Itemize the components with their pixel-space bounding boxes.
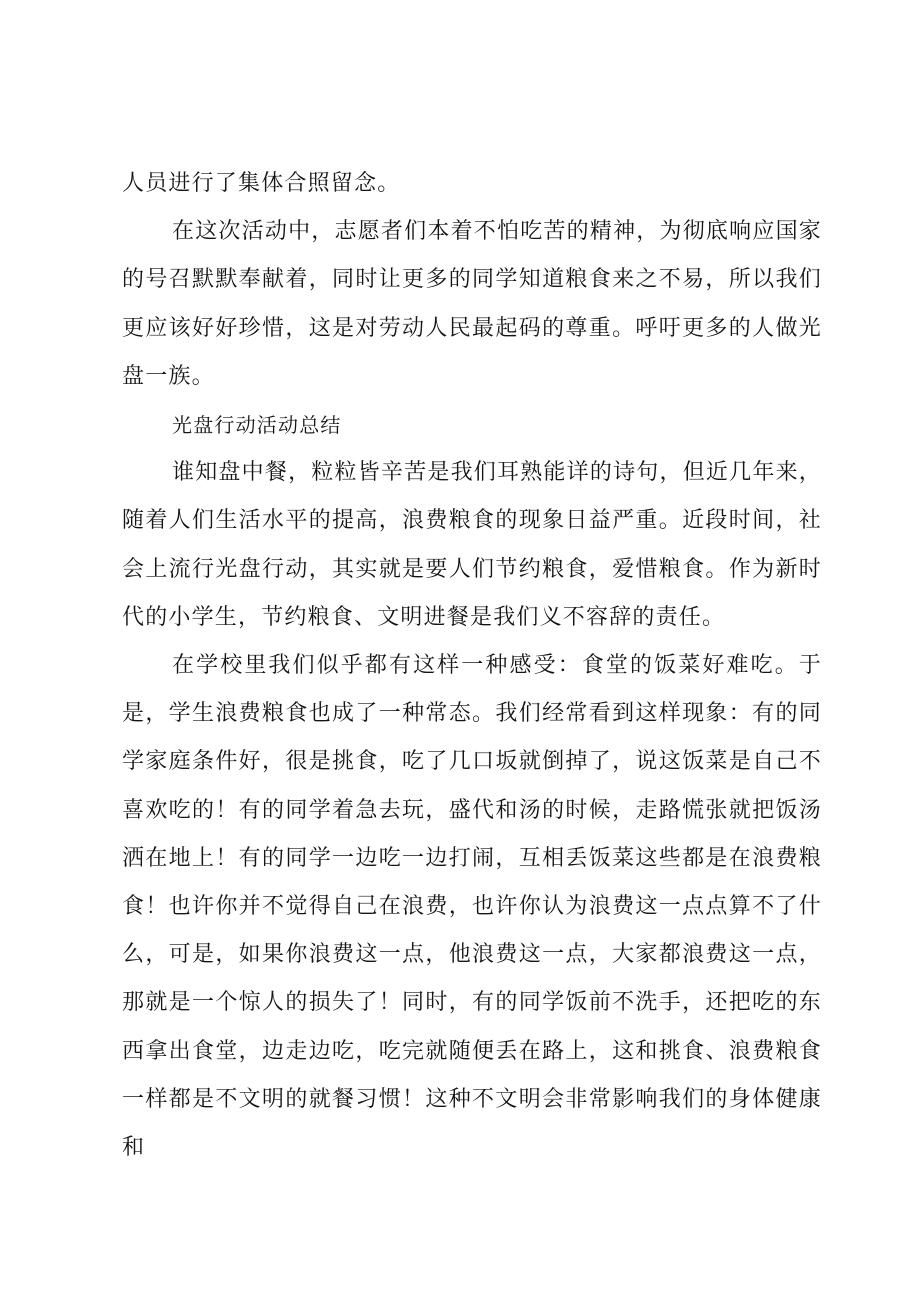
paragraph-continuation: 人员进行了集体合照留念。 <box>122 171 401 196</box>
document-body <box>122 160 822 1172</box>
paragraph-intro: 谁知盘中餐，粒粒皆辛苦是我们耳熟能详的诗句，但近几年来，随着人们生活水平的提高，浪费粮食的现象日益严重。近段时间，社会上流行光盘行动，其实就是要人们节约粮食，爱惜粮食。作为新时代的小学生，节约粮食、文明进餐是我们义不容辞的责任。 <box>122 460 822 630</box>
paragraph-volunteers: 在这次活动中，志愿者们本着不怕吃苦的精神，为彻底响应国家的号召默默奉献着，同时让更多的同学知道粮食来之不易，所以我们更应该好好珍惜，这是对劳动人民最起码的尊重。呼吁更多的人做光盘一族。 <box>122 219 822 389</box>
paragraph-school: 在学校里我们似乎都有这样一种感受：食堂的饭菜好难吃。于是，学生浪费粮食也成了一种常态。我们经常看到这样现象：有的同学家庭条件好，很是挑食，吃了几口坂就倒掉了，说这饭菜是自己不喜欢吃的！有的同学着急去玩，盛代和汤的时候，走路慌张就把饭汤洒在地上！有的同学一边吃一边打闹，互相丢饭菜这些都是在浪费粮食！也许你并不觉得自己在浪费，也许你认为浪费这一点点算不了什么，可是，如果你浪费这一点，他浪费这一点，大家都浪费这一点，那就是一个惊人的损失了！同时，有的同学饭前不洗手，还把吃的东西拿出食堂，边走边吃，吃完就随便丢在路上，这和挑食、浪费粮食一样都是不文明的就餐习惯！这种不文明会非常影响我们的身体健康和 <box>122 653 822 1161</box>
section-heading: 光盘行动活动总结 <box>172 413 342 438</box>
